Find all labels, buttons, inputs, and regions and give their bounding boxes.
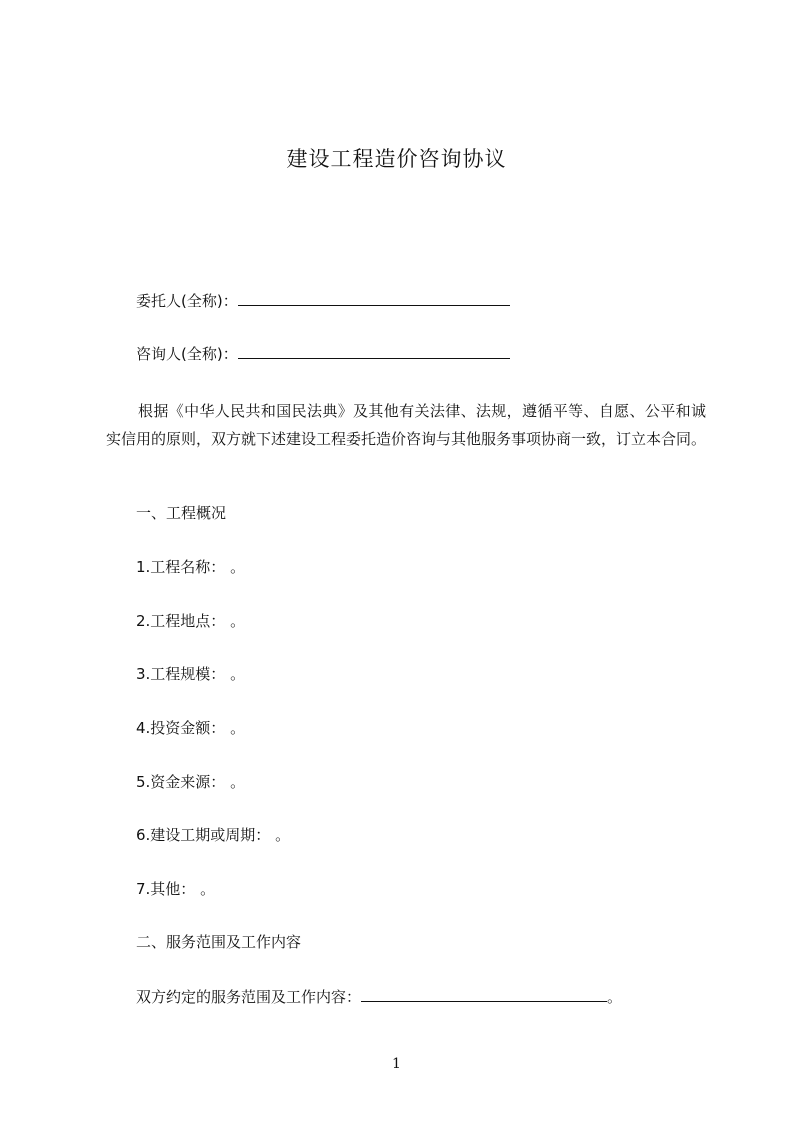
item-investment-amount: 4.投资金额： 。 <box>136 719 246 737</box>
consultant-line <box>136 343 510 364</box>
client-name-blank <box>238 290 510 306</box>
item-project-location: 2.工程地点： 。 <box>136 612 246 630</box>
item-project-scale: 3.工程规模： 。 <box>136 665 246 683</box>
item-other: 7.其他： 。 <box>136 880 216 898</box>
scope-suffix: 。 <box>607 988 623 1006</box>
section-heading-service-scope: 二、服务范围及工作内容 <box>136 933 302 951</box>
scope-blank <box>361 986 607 1002</box>
page-number: 1 <box>392 1056 401 1072</box>
preamble-paragraph: 根据《中华人民共和国民法典》及其他有关法律、法规，遵循平等、自愿、公平和诚实信用的原则，双方就下述建设工程委托造价咨询与其他服务事项协商一致，订立本合同。 <box>106 402 707 448</box>
consultant-label: 咨询人(全称)： <box>136 345 238 363</box>
client-label: 委托人(全称)： <box>136 292 238 310</box>
item-construction-period: 6.建设工期或周期： 。 <box>136 826 291 844</box>
item-funding-source: 5.资金来源： 。 <box>136 773 246 791</box>
document-title: 建设工程造价咨询协议 <box>286 147 507 171</box>
item-project-name: 1.工程名称： 。 <box>136 558 246 576</box>
consultant-name-blank <box>238 343 510 359</box>
scope-line <box>136 986 622 1007</box>
client-line <box>136 290 510 311</box>
scope-label: 双方约定的服务范围及工作内容： <box>136 988 362 1006</box>
section-heading-project-overview: 一、工程概况 <box>136 504 227 522</box>
